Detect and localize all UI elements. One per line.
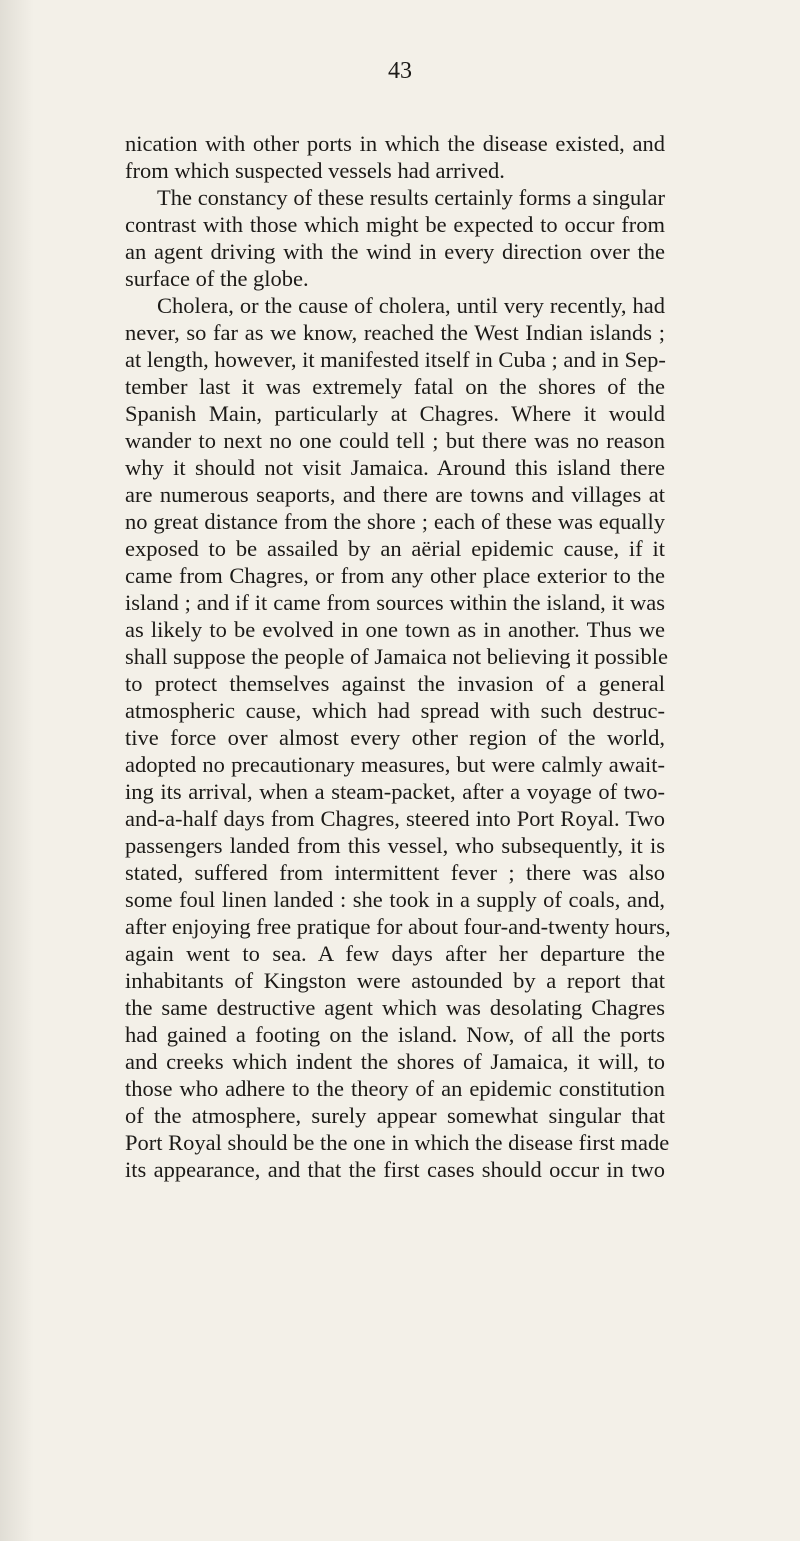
text-line: tive force over almost every other region of the world, (125, 725, 665, 750)
text-line: again went to sea. A few days after her departure the (125, 941, 665, 966)
text-line: no great distance from the shore ; each of these was equally (125, 509, 665, 534)
text-line: and creeks which indent the shores of Jamaica, it will, to (125, 1049, 665, 1074)
text-line: the same destructive agent which was desolating Chagres (125, 995, 665, 1020)
text-line: of the atmosphere, surely appear somewhat singular that (125, 1103, 665, 1128)
text-line: its appearance, and that the first cases should occur in two (125, 1157, 665, 1182)
text-line: and-a-half days from Chagres, steered into Port Royal. Two (125, 806, 665, 831)
text-line: some foul linen landed : she took in a supply of coals, and, (125, 887, 665, 912)
text-line: island ; and if it came from sources within the island, it was (125, 590, 665, 615)
text-line: stated, suffered from intermittent fever ; there was also (125, 860, 665, 885)
text-line: wander to next no one could tell ; but there was no reason (125, 428, 665, 453)
text-line: as likely to be evolved in one town as in another. Thus we (125, 617, 665, 642)
text-line: The constancy of these results certainly forms a singular (157, 185, 665, 210)
text-line: atmospheric cause, which had spread with such destruc- (125, 698, 665, 723)
text-line: Port Royal should be the one in which the disease first made (125, 1130, 670, 1155)
text-line: why it should not visit Jamaica. Around this island there (125, 455, 665, 480)
text-line: exposed to be assailed by an aërial epidemic cause, if it (125, 536, 665, 561)
text-line: an agent driving with the wind in every direction over the (125, 239, 665, 264)
text-line: never, so far as we know, reached the West Indian islands ; (125, 320, 665, 345)
text-line: tember last it was extremely fatal on the shores of the (125, 374, 665, 399)
binding-shadow (0, 0, 34, 1541)
text-line: shall suppose the people of Jamaica not believing it possible (125, 644, 669, 669)
page-number: 43 (388, 58, 412, 84)
text-line: nication with other ports in which the disease existed, and (125, 131, 665, 156)
text-line: inhabitants of Kingston were astounded by a report that (125, 968, 665, 993)
text-line: from which suspected vessels had arrived. (125, 158, 505, 183)
text-line: to protect themselves against the invasion of a general (125, 671, 665, 696)
text-line: had gained a footing on the island. Now, of all the ports (125, 1022, 665, 1047)
text-line: Spanish Main, particularly at Chagres. Where it would (125, 401, 665, 426)
text-line: those who adhere to the theory of an epidemic constitution (125, 1076, 665, 1101)
text-line: Cholera, or the cause of cholera, until very recently, had (157, 293, 665, 318)
text-line: passengers landed from this vessel, who subsequently, it is (125, 833, 665, 858)
text-line: at length, however, it manifested itself in Cuba ; and in Sep- (125, 347, 666, 372)
text-line: contrast with those which might be expected to occur from (125, 212, 665, 237)
text-line: surface of the globe. (125, 266, 309, 291)
text-line: came from Chagres, or from any other place exterior to the (125, 563, 665, 588)
text-line: are numerous seaports, and there are towns and villages at (125, 482, 665, 507)
text-line: after enjoying free pratique for about four-and-twenty hours, (125, 914, 671, 939)
text-line: adopted no precautionary measures, but were calmly await- (125, 752, 665, 777)
text-line: ing its arrival, when a steam-packet, after a voyage of two- (125, 779, 665, 804)
